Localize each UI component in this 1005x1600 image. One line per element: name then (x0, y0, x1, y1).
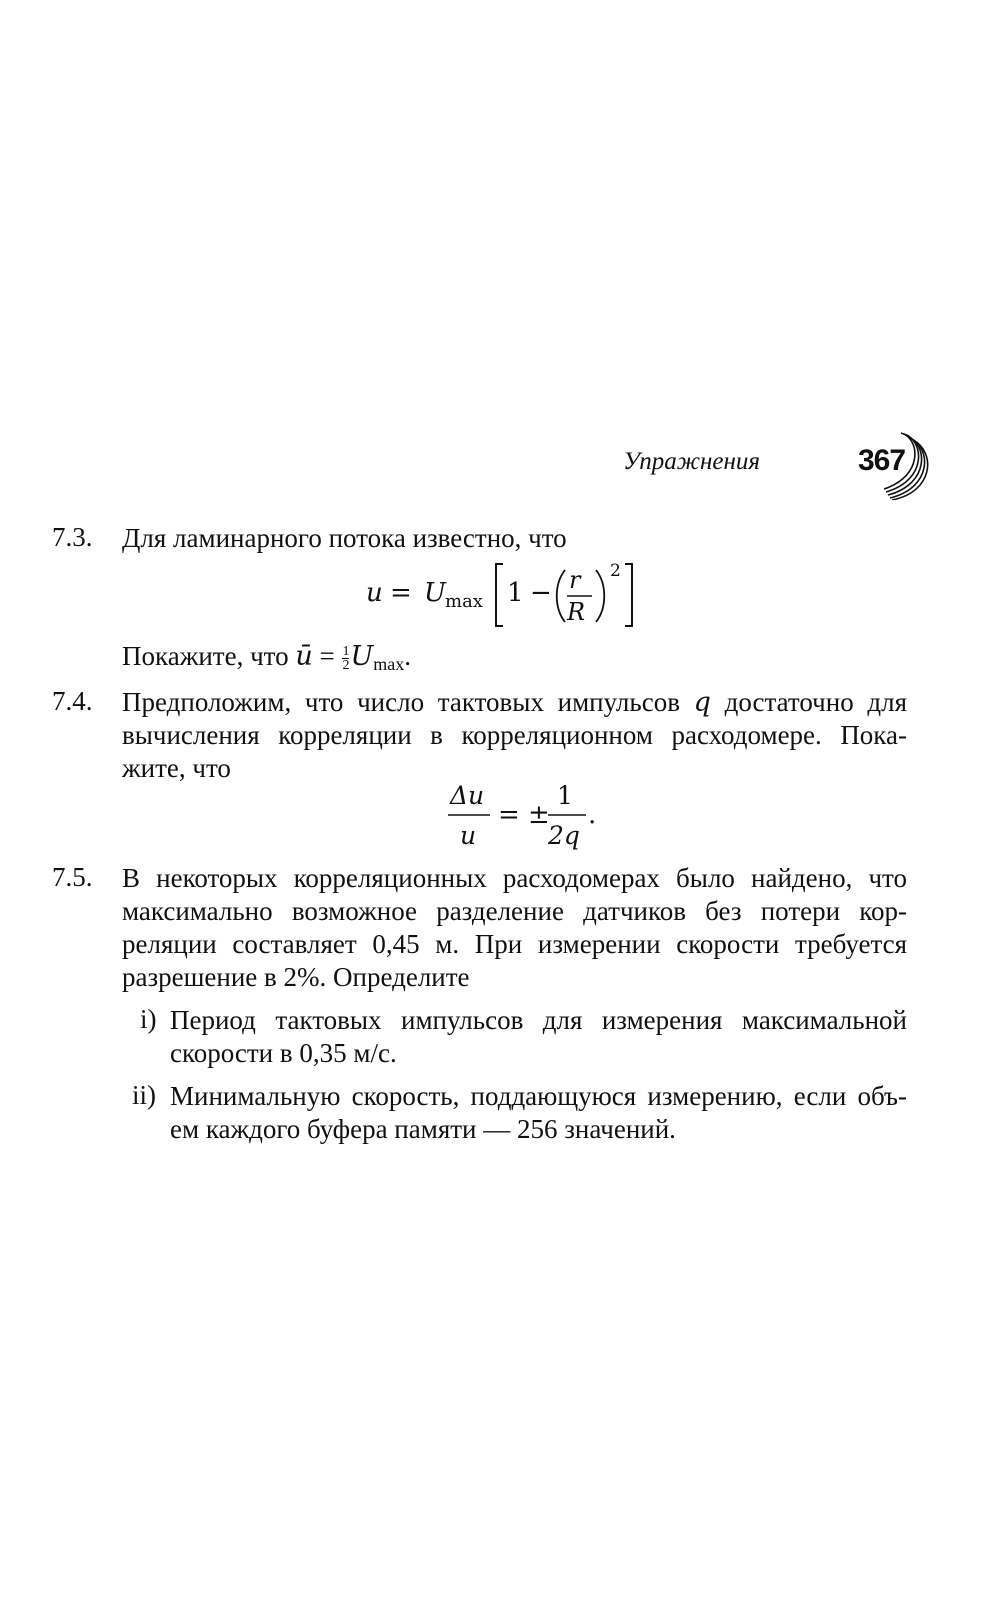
show-end: . (404, 641, 411, 671)
formula-coef-sub: max (445, 591, 483, 612)
formula-num: Δu (450, 781, 485, 810)
text-line: жите, что (122, 753, 231, 783)
text-line: Предположим, что число тактовых импульсов q достаточно для (122, 687, 908, 718)
text-line: вычисления корреляции в корреляционном расходомере. Пока- (122, 720, 907, 750)
formula-eq: = (390, 578, 412, 608)
text-line: Для ламинарного потока известно, что (122, 523, 567, 553)
formula-num: r (569, 566, 581, 594)
exercise-number: 7.4. (52, 686, 93, 716)
text-line: реляции составляет 0,45 м. При измерении скорости требуется (122, 929, 907, 959)
section-title: Упражнения (623, 448, 760, 475)
formula-lhs: u (366, 578, 383, 608)
inline-var-q: q (693, 687, 711, 718)
exercise-7-3-intro (122, 522, 907, 555)
running-header (600, 430, 940, 500)
formula-power: 2 (610, 561, 621, 581)
text-line: разрешение в 2%. Определите (122, 962, 470, 992)
show-eq: = (319, 641, 335, 671)
formula-pm: ± (528, 800, 550, 830)
half-den: 2 (342, 658, 350, 674)
sub-item-label: ii) (132, 1080, 156, 1110)
text-line: скорости в 0,35 м/с. (170, 1038, 397, 1068)
show-prefix: Покажите, что (122, 641, 289, 671)
sub-item-label: i) (140, 1004, 157, 1034)
formula-one: 1 (507, 578, 524, 608)
text-line (122, 640, 907, 681)
formula-eq: = (498, 800, 520, 830)
exercise-7-4-text (122, 686, 907, 785)
text-line: максимально возможное разделение датчиков без потери кор- (122, 896, 907, 926)
formula-laminar-velocity (360, 556, 660, 634)
formula-den: u (460, 821, 477, 850)
formula-correlation-error (440, 778, 610, 852)
text-line: Минимальную скорость, поддающуюся измерению, если объ- (170, 1081, 907, 1111)
sub-item-text (170, 1004, 907, 1070)
formula-end: . (588, 800, 597, 830)
show-lhs: ū (295, 641, 313, 672)
page-number: 367 (858, 444, 906, 477)
exercise-number: 7.5. (52, 862, 93, 892)
show-rhs: U (350, 641, 374, 672)
text-line: ем каждого буфера памяти — 256 значений. (170, 1114, 676, 1144)
sub-item-text (170, 1080, 907, 1146)
formula-coef: U (424, 578, 446, 608)
formula-rden: 2q (548, 821, 580, 850)
formula-rnum: 1 (557, 781, 573, 810)
formula-den: R (567, 598, 586, 626)
text-line: Период тактовых импульсов для измерения максимальной (170, 1005, 907, 1035)
formula-minus: − (530, 578, 552, 608)
exercise-7-5-text (122, 862, 907, 994)
exercise-number: 7.3. (52, 522, 93, 552)
page-number-ornament-icon (856, 430, 936, 500)
show-rhs-sub: max (373, 654, 405, 674)
text-line: В некоторых корреляционных расходомерах было найдено, что (122, 863, 907, 893)
exercise-7-3-show (122, 640, 907, 681)
half-num: 1 (342, 644, 350, 660)
half-fraction (342, 645, 349, 672)
